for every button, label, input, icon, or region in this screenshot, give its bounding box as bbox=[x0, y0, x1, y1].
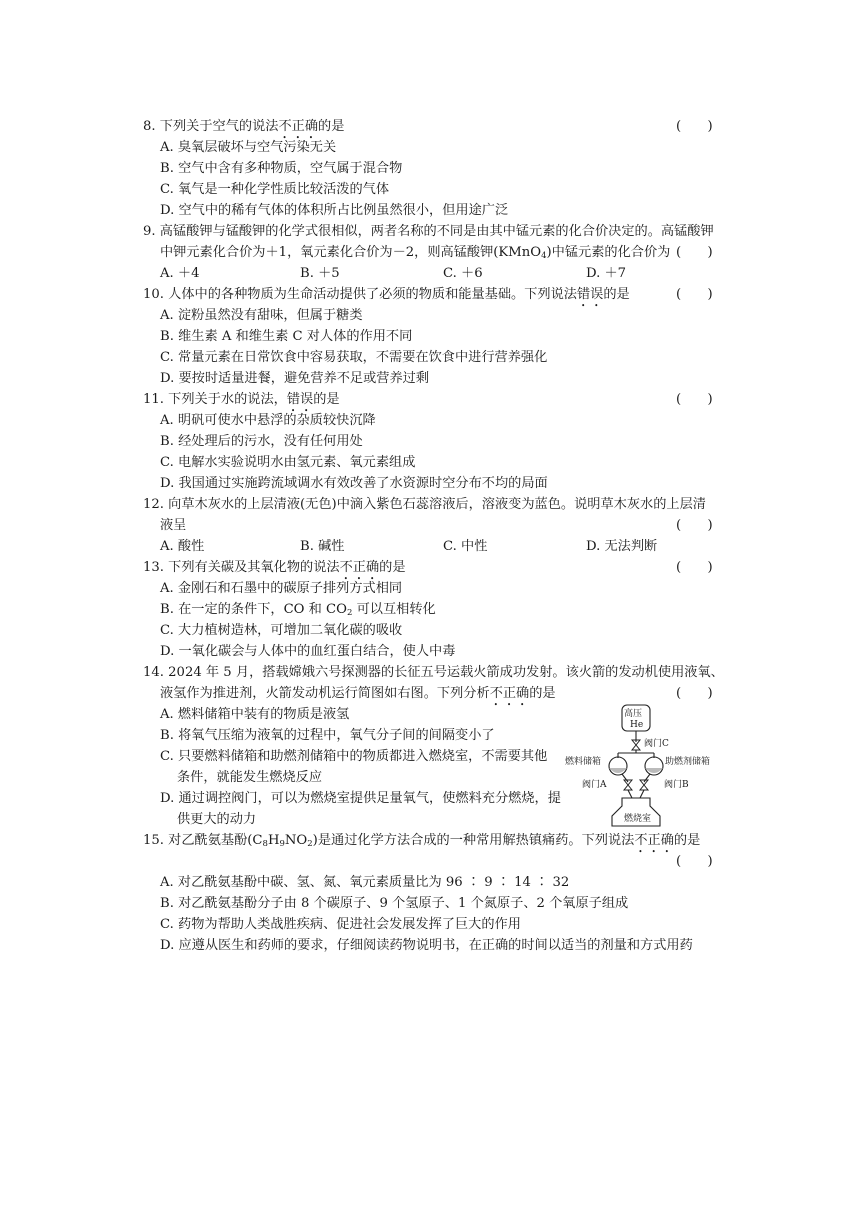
q14-stem-line1: 14. 2024 年 5 月，搭载嫦娥六号探测器的长征五号运载火箭成功发射。该火箭的发动机使用液氧、 bbox=[143, 665, 724, 680]
q9-option-d: D. ＋7 bbox=[586, 266, 627, 281]
q11-option-b: B. 经处理后的污水，没有任何用处 bbox=[160, 434, 363, 449]
q9-option-a: A. ＋4 bbox=[160, 266, 200, 281]
q12-option-c: C. 中性 bbox=[443, 539, 488, 554]
q10-stem: 10. 人体中的各种物质为生命活动提供了必须的物质和能量基础。下列说法错误的是 bbox=[143, 287, 630, 302]
q11-option-a: A. 明矾可使水中悬浮的杂质较快沉降 bbox=[160, 413, 376, 428]
q13-option-d: D. 一氧化碳会与人体中的血红蛋白结合，使人中毒 bbox=[160, 644, 456, 659]
helium-tank-label-2: He bbox=[630, 720, 644, 730]
q13-answer-paren: ( ) bbox=[676, 560, 713, 575]
q8-option-d: D. 空气中的稀有气体的体积所占比例虽然很小，但用途广泛 bbox=[160, 203, 509, 218]
q9-answer-paren: ( ) bbox=[676, 245, 713, 260]
q11-option-c: C. 电解水实验说明水由氢元素、氧元素组成 bbox=[160, 455, 416, 470]
oxidizer-tank-label: 助燃剂储箱 bbox=[665, 757, 711, 767]
q15-emphasis: 不正确 bbox=[634, 833, 674, 848]
q8-option-c: C. 氧气是一种化学性质比较活泼的气体 bbox=[160, 182, 390, 197]
q11-stem: 11. 下列关于水的说法，错误的是 bbox=[143, 392, 340, 407]
q9-stem-line1: 9. 高锰酸钾与锰酸钾的化学式很相似，两者名称的不同是由其中锰元素的化合价决定的。高锰酸钾 bbox=[143, 224, 714, 239]
q14-stem-line2: 液氢作为推进剂，火箭发动机运行简图如右图。下列分析不正确的是 bbox=[160, 686, 556, 701]
q8-emphasis: 不正确 bbox=[278, 119, 319, 134]
q10-option-b: B. 维生素 A 和维生素 C 对人体的作用不同 bbox=[160, 329, 413, 344]
q14-option-b: B. 将氧气压缩为液氧的过程中，氧气分子间的间隔变小了 bbox=[160, 728, 495, 743]
q10-emphasis: 错误 bbox=[576, 287, 604, 302]
q9-option-b: B. ＋5 bbox=[300, 266, 340, 281]
q14-option-a: A. 燃料储箱中装有的物质是液氢 bbox=[160, 707, 350, 722]
q12-stem-line2: 液呈 bbox=[160, 518, 187, 533]
fuel-tank-label: 燃料储箱 bbox=[565, 757, 602, 767]
q15-answer-paren: ( ) bbox=[676, 854, 713, 869]
q8-answer-paren: ( ) bbox=[676, 119, 713, 134]
valve-b-label: 阀门B bbox=[664, 780, 689, 790]
q13-emphasis: 不正确 bbox=[339, 560, 380, 575]
q12-stem-line1: 12. 向草木灰水的上层清液(无色)中滴入紫色石蕊溶液后，溶液变为蓝色。说明草木灰水的上层清 bbox=[143, 497, 706, 512]
q15-option-d: D. 应遵从医生和药师的要求，仔细阅读药物说明书，在正确的时间以适当的剂量和方式用药 bbox=[160, 938, 693, 953]
combustion-chamber-label: 燃烧室 bbox=[624, 814, 652, 824]
q10-option-d: D. 要按时适量进餐，避免营养不足或营养过剩 bbox=[160, 371, 430, 386]
q13-stem: 13. 下列有关碳及其氧化物的说法不正确的是 bbox=[143, 560, 406, 575]
q14-option-c-line1: C. 只要燃料储箱和助燃剂储箱中的物质都进入燃烧室，不需要其他 bbox=[160, 749, 548, 764]
q13-option-a: A. 金刚石和石墨中的碳原子排列方式相同 bbox=[160, 581, 403, 596]
rocket-engine-diagram bbox=[560, 700, 720, 830]
q8-option-a: A. 臭氧层破坏与空气污染无关 bbox=[160, 140, 337, 155]
q13-option-b: B. 在一定的条件下，CO 和 $CO_2$ 可以互相转化 bbox=[160, 602, 436, 618]
q12-option-b: B. 碱性 bbox=[300, 539, 345, 554]
valve-c-label: 阀门C bbox=[644, 739, 669, 749]
q11-option-d: D. 我国通过实施跨流域调水有效改善了水资源时空分布不均的局面 bbox=[160, 476, 548, 491]
q13-option-c: C. 大力植树造林，可增加二氧化碳的吸收 bbox=[160, 623, 403, 638]
helium-tank-label-1: 高压 bbox=[624, 709, 643, 719]
rocket-engine-diagram-svg bbox=[560, 700, 720, 830]
q8-option-b: B. 空气中含有多种物质，空气属于混合物 bbox=[160, 161, 403, 176]
q12-option-d: D. 无法判断 bbox=[586, 539, 658, 554]
q15-stem: 15. 对乙酰氨基酚$(C_8H_9NO_2)$是通过化学方法合成的一种常用解热镇痛药。下列说法不正确的是 bbox=[143, 833, 701, 849]
q15-option-b: B. 对乙酰氨基酚分子由 8 个碳原子、9 个氢原子、1 个氮原子、2 个氧原子组成 bbox=[160, 896, 629, 911]
q14-option-d-line2: 供更大的动力 bbox=[177, 812, 257, 827]
q9-option-c: C. ＋6 bbox=[443, 266, 483, 281]
q9-stem-line2: 中钾元素化合价为＋1，氧元素化合价为－2，则高锰酸钾(KMnO$_4$)中锰元素的化合价为 bbox=[160, 245, 671, 261]
valve-a-label: 阀门A bbox=[582, 780, 607, 790]
q14-option-d-line1: D. 通过调控阀门，可以为燃烧室提供足量氧气，使燃料充分燃烧，提 bbox=[160, 791, 561, 806]
q10-option-c: C. 常量元素在日常饮食中容易获取，不需要在饮食中进行营养强化 bbox=[160, 350, 548, 365]
q10-option-a: A. 淀粉虽然没有甜味，但属于糖类 bbox=[160, 308, 363, 323]
q12-answer-paren: ( ) bbox=[676, 518, 713, 533]
q15-option-c: C. 药物为帮助人类战胜疾病、促进社会发展发挥了巨大的作用 bbox=[160, 917, 521, 932]
q12-option-a: A. 酸性 bbox=[160, 539, 205, 554]
q11-answer-paren: ( ) bbox=[676, 392, 713, 407]
q14-emphasis: 不正确 bbox=[489, 686, 530, 701]
q14-option-c-line2: 条件，就能发生燃烧反应 bbox=[177, 770, 323, 785]
q14-answer-paren: ( ) bbox=[676, 686, 713, 701]
q8-stem: 8. 下列关于空气的说法不正确的是 bbox=[143, 119, 345, 134]
q15-option-a: A. 对乙酰氨基酚中碳、氢、氮、氧元素质量比为 96 ∶ 9 ∶ 14 ∶ 32 bbox=[160, 875, 570, 890]
q10-answer-paren: ( ) bbox=[676, 287, 713, 302]
q11-emphasis: 错误 bbox=[286, 392, 314, 407]
